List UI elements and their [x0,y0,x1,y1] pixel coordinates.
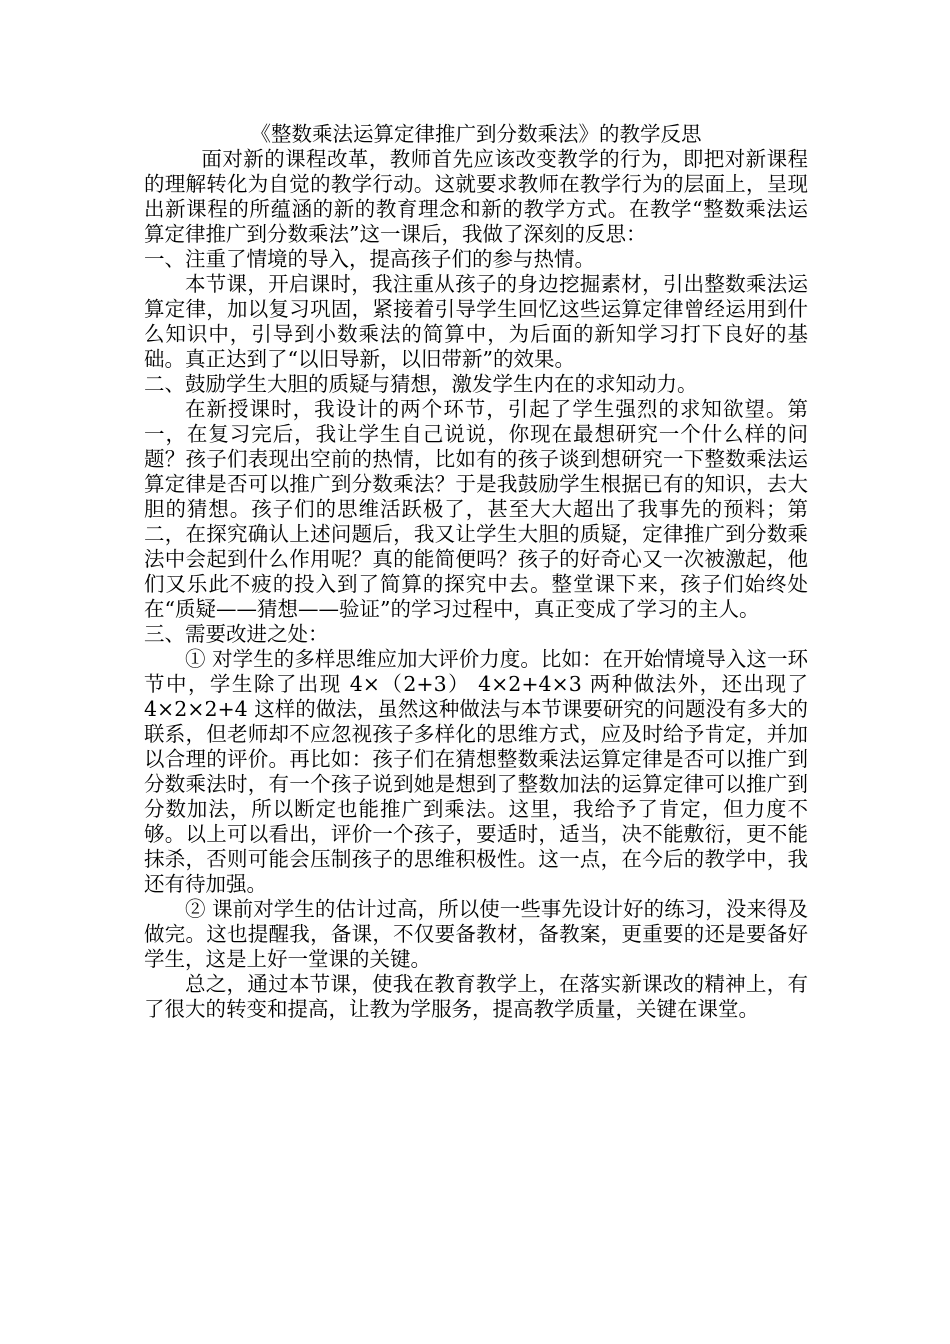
document-body [144,122,808,1022]
conclusion-paragraph: 总之，通过本节课，使我在教育教学上，在落实新课改的精神上，有了很大的转变和提高，让教为学服务，提高教学质量，关键在课堂。 [144,972,808,1021]
improvement-item-1: ① 对学生的多样思维应加大评价力度。比如：在开始情境导入这一环节中，学生除了出现 4×（2+3） 4×2+4×3 两种做法外，还出现了4×2×2+4 这样的做法，虽然这种做法与本节课要研究的问题没有多大的联系，但老师却不应忽视孩子多样化的思维方式，应及时给予肯定，并加以合理的评价。再比如：孩子们在猜想整数乘法运算定律是否可以推广到分数乘法时，有一个孩子说到她是想到了整数加法的运算定律可以推广到分数加法，所以断定也能推广到乘法。这里，我给予了肯定，但力度不够。以上可以看出，评价一个孩子，要适时，适当，决不能敷衍，更不能抹杀，否则可能会压制孩子的思维积极性。这一点，在今后的教学中，我还有待加强。 [144,647,808,896]
section-heading-2: 二、鼓励学生大胆的质疑与猜想，激发学生内在的求知动力。 [144,372,698,396]
section-heading-1: 一、注重了情境的导入，提高孩子们的参与热情。 [144,247,595,271]
intro-paragraph: 面对新的课程改革，教师首先应该改变教学的行为，即把对新课程的理解转化为自觉的教学行动。这就要求教师在教学行为的层面上，呈现出新课程的所蕴涵的新的教育理念和新的教学方式。在教学“整数乘法运算定律推广到分数乘法”这一课后，我做了深刻的反思： [144,147,808,246]
section-heading-3: 三、需要改进之处： [144,622,329,646]
section-1-paragraph: 本节课，开启课时，我注重从孩子的身边挖掘素材，引出整数乘法运算定律，加以复习巩固，紧接着引导学生回忆这些运算定律曾经运用到什么知识中，引导到小数乘法的简算中，为后面的新知学习打下良好的基础。真正达到了“以旧导新，以旧带新”的效果。 [144,272,808,371]
improvement-item-2: ② 课前对学生的估计过高，所以使一些事先设计好的练习，没来得及做完。这也提醒我，备课，不仅要备教材，备教案，更重要的还是要备好学生，这是上好一堂课的关键。 [144,897,808,971]
document-title: 《整数乘法运算定律推广到分数乘法》的教学反思 [250,122,702,146]
section-2-paragraph: 在新授课时，我设计的两个环节，引起了学生强烈的求知欲望。第一，在复习完后，我让学生自己说说，你现在最想研究一个什么样的问题？孩子们表现出空前的热情，比如有的孩子谈到想研究一下整数乘法运算定律是否可以推广到分数乘法？于是我鼓励学生根据已有的知识，去大胆的猜想。孩子们的思维活跃极了，甚至大大超出了我事先的预料；第二，在探究确认上述问题后，我又让学生大胆的质疑，定律推广到分数乘法中会起到什么作用呢？真的能简便吗？孩子的好奇心又一次被激起，他们又乐此不疲的投入到了简算的探究中去。整堂课下来，孩子们始终处在“质疑——猜想——验证”的学习过程中，真正变成了学习的主人。 [144,397,808,621]
